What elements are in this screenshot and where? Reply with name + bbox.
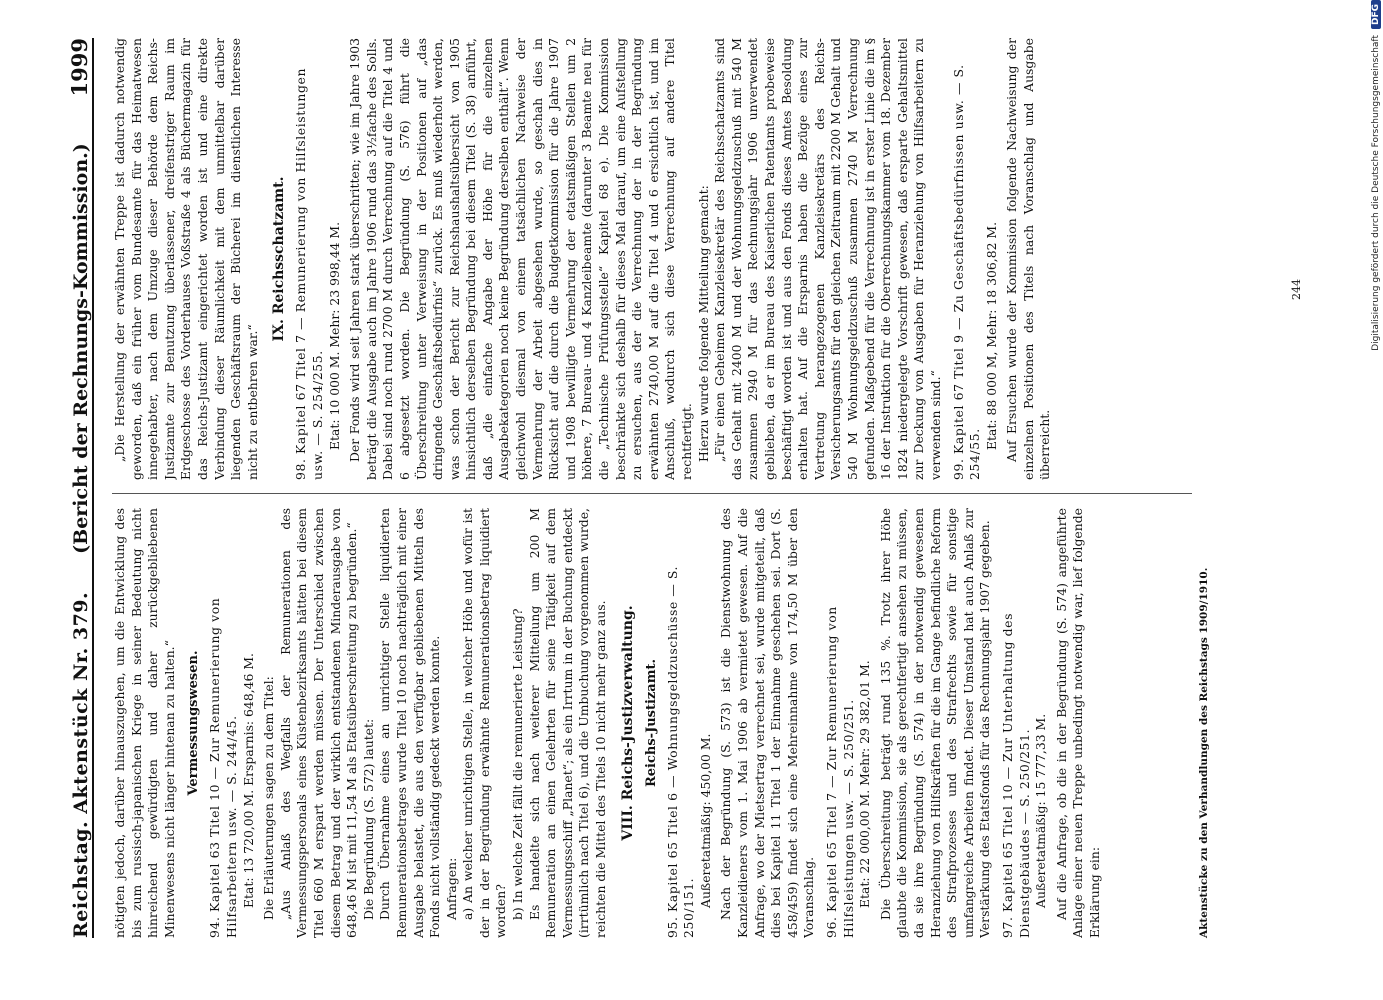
paragraph-col1-0: nötigten jedoch, darüber hinauszugehen, um die Entwicklung des bis zum russisch-japanischen Kriege in seiner Bedeutung nicht hinreichend gewürdigten und daher zurückgebliebenen Minenwesens nicht länger hintenan zu halten.“ bbox=[112, 508, 177, 938]
budget-figures-col1-18: Etat: 22 000,00 M. Mehr: 29 382,01 M. bbox=[857, 660, 873, 908]
page-header bbox=[58, 38, 94, 938]
paragraph-col2-4: Der Fonds wird seit Jahren stark überschritten; wie im Jahre 1903 beträgt die Ausgabe auch im Jahre 1906 rund das 3½fache des Solls. Dabei sind noch rund 2700 M durch Verrechnung auf die Titel 4 und 6 abgesetzt worden. Die Begründung (S. 576) führt die Überschreitung unter Verweisung in der Positionen auf „das dringende Geschäftsbedürfnis“ zurück. Es muß wiederholt werden, was schon der Bericht zur Reichshaushaltsübersicht von 1905 hinsichtlich derselben Begründung bei diesem Titel (S. 38) anführt, daß „die einfache Angabe der Höhe für die einzelnen Ausgabekategorien noch keine Begründung derselben enthält“. Wenn gleichwohl diesmal von einem tatsächlichen Nachweise der Vermehrung der Arbeit abgesehen wurde, so geschah dies in Rücksicht auf die durch die Budgetkommission für die Jahre 1907 und 1908 bewilligte Vermehrung der etatsmäßigen Stellen um 2 höhere, 7 Bureau- und 4 Kanzleibeamte (darunter 3 Beamte neu für die „Technische Prüfungsstelle“ Kapitel 68 e). Die Kommission beschränkte sich deshalb für dieses Mal darauf, um eine Aufstellung zu ersuchen, aus der die Verrechnung der in der Begründung erwähnten 2740,00 M auf die Titel 4 und 6 ersichtlich ist, und im Anschluß, wodurch sich diese Verrechnung auf andere Titel rechtfertigt. bbox=[347, 38, 694, 480]
paragraph-col1-10: b) In welche Zeit fällt die remunerierte Leistung? bbox=[510, 608, 526, 920]
budget-item-col1-20: 97. Kapitel 65 Titel 10 — Zur Unterhaltung des Dienstgebäudes — S. 250/251. bbox=[999, 612, 1032, 938]
paragraph-col2-6: „Für einen Geheimen Kanzleisekretär des Reichsschatzamts sind das Gehalt mit 2400 M und der Wohnungsgeldzuschuß mit 540 M zusammen 2940 M für das Rechnungsjahr 1906 unverwendet geblieben, da er im Bureau des Kaiserlichen Patentamts probeweise beschäftigt worden ist und aus den Fonds dieses Amtes Besoldung erhalten hat. Auf die Ersparnis haben die Bezüge eines zur Vertretung herangezogenen Kanzleisekretärs des Reichs-Versicherungsamts für den gleichen Zeitraum mit 2200 M Gehalt und 540 M Wohnungsgeldzuschuß zusammen 2740 M Verrechnung gefunden. Maßgebend für die Verrechnung ist in erster Linie die im § 16 der Instruktion für die Oberrechnungskammer vom 18. Dezember 1824 niedergelegte Vorschrift gewesen, daß ersparte Gehaltsmittel zur Deckung von Ausgaben für Heranziehung von Hilfsarbeitern zu verwenden sind.“ bbox=[712, 38, 943, 480]
page-footer: Aktenstücke zu den Verhandlungen des Reichstags 1909/1910. bbox=[1198, 567, 1210, 938]
dfg-logo: DFG bbox=[1371, 0, 1381, 29]
budget-item-col2-2: 98. Kapitel 67 Titel 7 — Remunerierung von Hilfsleistungen usw. — S. 254/255. bbox=[293, 67, 325, 480]
left-column bbox=[112, 508, 1187, 938]
budget-figures-col1-21: Außeretatmäßig: 15 777,33 M. bbox=[1033, 713, 1049, 908]
budget-figures-col2-3: Etat: 10 000 M. Mehr: 23 998,44 M. bbox=[326, 221, 342, 450]
paragraph-col1-22: Auf die Anfrage, ob die in der Begründung (S. 574) angeführte Anlage einer neuen Treppe unbedingt notwendig war, lief folgende Erklärung ein: bbox=[1053, 508, 1102, 938]
subheading-col1-1: Vermessungswesen. bbox=[186, 650, 202, 796]
right-column bbox=[112, 38, 1187, 480]
paragraph-col1-5: „Aus Anlaß des Wegfalls der Remunerationen des Vermessungspersonals eines Küstenbezirksamts hätten bei diesem Titel 660 M erspart werden müssen. Der Unterschied zwischen diesem Betrag und der wirklich entstandenen Minderausgabe von 648,46 M ist mit 11,54 M als Etatsüberschreitung zu begründen.“ bbox=[277, 508, 360, 938]
paragraph-col1-6: Die Begründung (S. 572) lautet: bbox=[360, 718, 376, 920]
paragraph-col2-9: Auf Ersuchen wurde der Kommission folgende Nachweisung der einzelnen Positionen des Titels nach Voranschlag und Ausgabe überreicht. bbox=[1004, 38, 1053, 480]
paragraph-col2-0: „Die Herstellung der erwähnten Treppe ist dadurch notwendig geworden, daß ein früher vom Bundesamte für das Heimatwesen innegehabter, nach dem Umzuge dieser Behörde dem Reichs-Justizamte zur Benutzung überlassener, dreifenstriger Raum im Erdgeschosse des Vorderhauses Voßstraße 4 als Büchermagazin für das Reichs-Justizamt eingerichtet worden ist und eine direkte Verbindung dieser Räumlichkeit mit dem unmittelbar darüber liegenden Geschäftsraum der Bücherei im dienstlichen Interesse nicht zu entbehren war.“ bbox=[112, 38, 260, 480]
budget-figures-col2-8: Etat: 88 000 M, Mehr: 18 306,82 M. bbox=[983, 221, 999, 450]
budget-item-col2-7: 99. Kapitel 67 Titel 9 — Zu Geschäftsbedürfnissen usw. — S. 254/55. bbox=[950, 64, 983, 480]
header-center: (Bericht der Rechnungs-Kommission.) bbox=[70, 143, 92, 554]
header-page-number: 1999 bbox=[67, 38, 92, 97]
budget-item-col1-17: 96. Kapitel 65 Titel 7 — Zur Remunerierung von Hilfsleistungen usw. — S. 250/251. bbox=[823, 606, 856, 938]
budget-figures-col1-3: Etat: 13 720,00 M. Ersparnis: 648,46 M. bbox=[240, 653, 256, 908]
paragraph-col2-5: Hierzu wurde folgende Mitteilung gemacht: bbox=[695, 185, 711, 462]
paragraph-col1-11: Es handelte sich nach weiterer Mitteilung um 200 M Remuneration an einen Gelehrten für seine Tätigkeit auf dem Vermessungsschiff „Planet“; als ein Irrtum in der Buchung entdeckt (irrtümlich nach Titel 6), und die Umbuchung vorgenommen wurde, reichten die Mittel des Titels 10 nicht mehr ganz aus. bbox=[526, 508, 609, 938]
section-heading-col2-1: IX. Reichsschatzamt. bbox=[271, 176, 288, 342]
budget-item-col1-2: 94. Kapitel 63 Titel 10 — Zur Remunerierung von Hilfsarbeitern usw. — S. 244/45. bbox=[207, 597, 239, 938]
paragraph-col1-16: Nach der Begründung (S. 573) ist die Dienstwohnung des Kanzleidieners vom 1. Mai 1906 ab vermietet gewesen. Auf die Anfrage, wo der Mietsertrag verrechnet sei, wurde mitgeteilt, daß dies bei Kapitel 11 Titel 1 der Einnahme geschehen sei. Dort (S. 458/459) findet sich eine Mehreinnahme von 174,50 M über den Voranschlag. bbox=[718, 508, 817, 938]
budget-figures-col1-15: Außeretatmäßig: 450,00 M. bbox=[697, 733, 713, 908]
digitization-note bbox=[1368, 0, 1383, 1000]
section-heading-col1-12: VIII. Reichs-Justizverwaltung. bbox=[619, 605, 636, 841]
column-divider bbox=[112, 493, 1192, 494]
paragraph-col1-4: Die Erläuterungen sagen zu dem Titel: bbox=[261, 676, 277, 920]
budget-item-col1-14: 95. Kapitel 65 Titel 6 — Wohnungsgeldzuschüsse — S. 250/151. bbox=[664, 565, 697, 938]
digitization-text: Digitalisierung gefördert durch die Deutsche Forschungsgemeinschaft bbox=[1370, 35, 1381, 351]
paragraph-col1-8: Anfragen: bbox=[443, 857, 459, 920]
paragraph-col1-7: Durch Übernahme eines an unrichtiger Stelle liquidierten Remunerationsbetrages wurde Titel 10 noch nachträglich mit einer Ausgabe belastet, die aus den verfügbar gebliebenen Mitteln des Fonds nicht vollständig gedeckt werden konnte. bbox=[377, 508, 443, 938]
subheading-col1-13: Reichs-Justizamt. bbox=[643, 658, 659, 788]
header-left: Reichstag. Aktenstück Nr. 379. bbox=[70, 591, 92, 938]
paragraph-col1-9: a) An welcher unrichtigen Stelle, in welcher Höhe und wofür ist der in der Begründung erwähnte Remunerationsbetrag liquidiert worden? bbox=[460, 508, 509, 938]
paragraph-col1-19: Die Überschreitung beträgt rund 135 %. Trotz ihrer Höhe glaubte die Kommission, sie als gerechtfertigt ansehen zu müssen, da sie ihre Begründung (S. 574) in der notwendig gewesenen Heranziehung von Hilfskräften für die im Gange befindliche Reform des Strafprozesses und des Strafrechts sowie für sonstige umfangreiche Arbeiten findet. Dieser Umstand hat auch Anlaß zur Verstärkung des Etatsfonds für das Rechnungsjahr 1907 gegeben. bbox=[877, 508, 993, 938]
page-number: 244 bbox=[1290, 279, 1303, 300]
